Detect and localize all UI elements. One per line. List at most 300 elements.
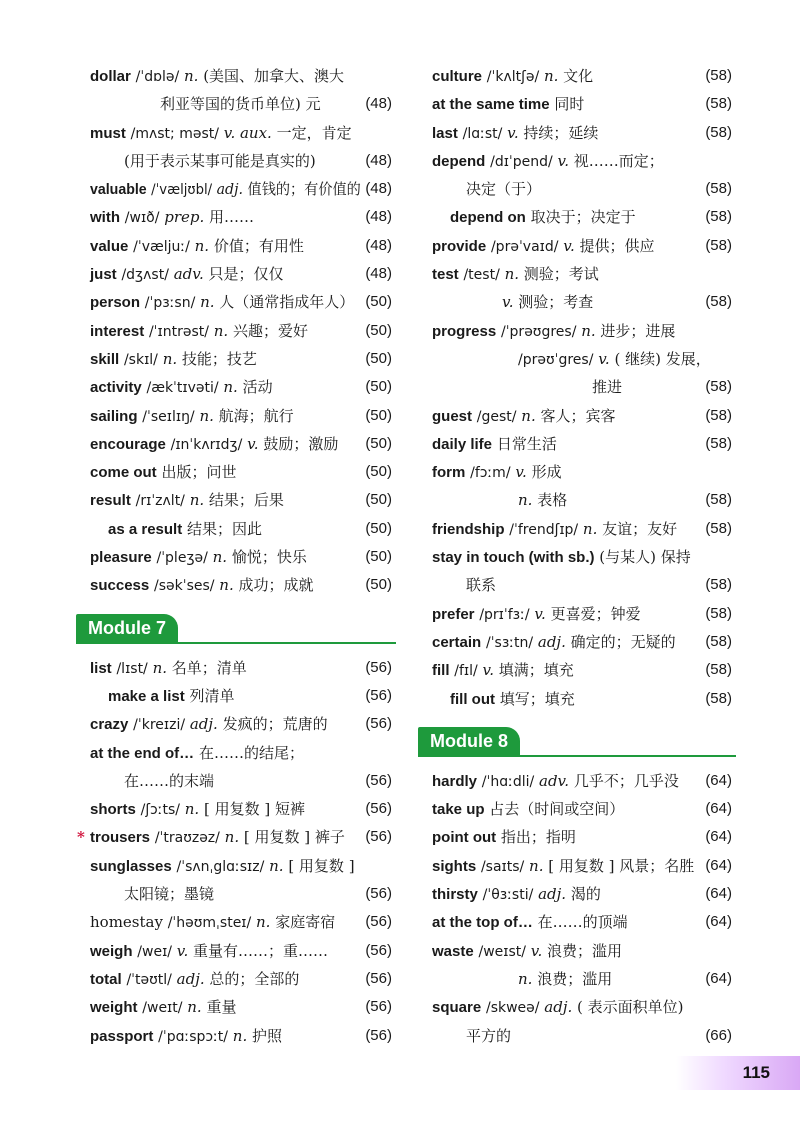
pronunciation: /dɪˈpend/ [490,153,553,170]
headword: sunglasses [90,857,172,875]
headword: result [90,492,131,510]
part-of-speech: n. [223,378,238,397]
page-reference: (58) [705,491,732,509]
headword: progress [432,322,497,340]
part-of-speech: n. [212,548,228,567]
vocab-line [432,795,732,823]
page-reference: (56) [365,686,392,704]
headword: encourage [90,435,166,453]
headword: guest [432,407,473,425]
vocab-text [90,852,355,881]
headword: interest [90,322,145,340]
page-reference: (64) [705,800,732,818]
part-of-speech: adj. [176,969,205,988]
page-reference: (58) [705,236,732,254]
vocab-line [432,823,732,851]
page-reference: (56) [365,885,392,903]
page-reference: (50) [365,548,392,566]
headword: with [90,209,120,227]
definition: 在……的顶端 [537,913,628,932]
part-of-speech: v. [557,151,570,170]
headword: depend [432,152,486,170]
left-column [77,62,392,1050]
pronunciation: /dʒʌst/ [121,267,169,284]
pronunciation: /səkˈses/ [154,578,215,595]
vocab-line [90,458,392,486]
vocab-line [90,710,392,738]
page-reference: (50) [365,378,392,396]
page-reference: (58) [705,180,732,198]
page-reference: (48) [365,151,392,169]
pronunciation: /ˈfrendʃɪp/ [509,521,579,538]
vocab-line [432,767,732,795]
page-reference: (50) [365,434,392,452]
pronunciation: /ˈkreɪzi/ [133,717,186,734]
pronunciation: /ˈpɑːspɔːt/ [158,1028,228,1045]
headword: culture [432,68,483,85]
part-of-speech: n. [529,856,544,875]
vocab-line [77,823,392,851]
vocab-line [90,175,392,203]
definition: ( 继续) 发展， [614,349,711,368]
vocab-line [432,430,732,458]
pronunciation: /test/ [463,267,500,284]
headword: daily life [432,435,493,453]
headword: sights [432,857,477,875]
page-reference: (56) [365,715,392,733]
headword: person [90,294,141,312]
definition: 出版；问世 [161,463,237,482]
vocab-text [432,458,562,487]
pronunciation: /lɪst/ [116,660,148,677]
vocab-line [432,965,732,993]
definition: 在……的结尾； [198,743,304,762]
vocab-text [432,795,624,824]
headword: dollar [90,68,131,85]
definition: (与某人) 保持 [599,548,691,567]
part-of-speech: adj. [544,998,573,1017]
page-reference: (58) [705,378,732,396]
page-reference: (50) [365,293,392,311]
page-reference: (56) [365,800,392,818]
definition: 家庭寄宿 [275,913,336,932]
part-of-speech: n. [199,406,214,425]
headword: make a list [108,687,185,705]
vocab-text [432,852,694,881]
pronunciation: /skweə/ [485,1000,540,1017]
vocab-line [432,571,732,599]
vocab-text [90,430,338,459]
page-reference: (48) [365,265,392,283]
pronunciation: /ˈvæljuː/ [133,238,190,255]
pronunciation: /ˈhəʊmˌsteɪ/ [167,915,252,932]
vocab-line [90,430,392,458]
vocab-line [432,486,732,514]
page-reference: (58) [705,208,732,226]
part-of-speech: n. [200,293,215,312]
page-reference: (64) [705,913,732,931]
page-reference: (50) [365,321,392,339]
vocab-text [432,288,593,316]
page-reference: (56) [365,998,392,1016]
vocab-line [432,288,732,316]
page-reference: (64) [705,885,732,903]
vocab-text [432,628,676,657]
definition: 值钱的；有价值的 [247,180,361,199]
part-of-speech: n. [184,800,200,819]
page-reference: (48) [365,236,392,254]
part-of-speech: n. [219,576,234,595]
headword: weight [90,999,138,1017]
headword: fill out [450,690,495,708]
vocab-text [432,402,616,431]
page-reference: (48) [365,208,392,226]
definition: 占去（时间或空间） [489,800,625,819]
vocab-line [432,203,732,231]
page-reference: (56) [365,969,392,987]
vocab-line [90,1022,392,1050]
vocab-text [432,486,567,514]
vocab-line [432,260,732,288]
definition: [ 用复数 ] 裤子 [243,828,345,847]
vocab-line [90,993,392,1021]
vocab-line [90,515,392,543]
pronunciation: /ˈhɑːdli/ [481,773,535,790]
vocab-line [432,373,732,401]
definition: 日常生活 [496,434,557,453]
definition: 活动 [242,378,273,397]
vocab-line [90,543,392,571]
headword: total [90,970,122,988]
vocab-text [90,203,254,232]
vocab-text [432,571,496,599]
definition: 发疯的；荒唐的 [222,715,328,734]
vocab-line [432,515,732,543]
page-reference: (50) [365,349,392,367]
definition: 形成 [531,463,562,482]
vocab-text [432,62,593,91]
headword: take up [432,801,485,819]
part-of-speech: n. [152,658,167,677]
page-reference: (50) [365,463,392,481]
pronunciation: /ʃɔːts/ [140,802,180,819]
definition: 愉悦；快乐 [231,548,307,567]
pronunciation: /ˈθɜːsti/ [482,887,534,904]
vocab-text [432,515,677,544]
page-reference: (56) [365,913,392,931]
vocab-line [432,993,732,1021]
definition: 决定（于） [466,180,542,199]
part-of-speech: n. [582,519,598,538]
headword: sailing [90,407,138,425]
headword: success [90,577,150,595]
headword: at the end of… [90,744,195,762]
pronunciation: /lɑːst/ [462,125,503,142]
part-of-speech: v. [176,941,189,960]
vocab-line [432,685,732,713]
part-of-speech: n. [256,913,271,932]
right-column [432,62,732,1050]
definition: 表格 [537,491,568,510]
page-number: 115 [742,1063,770,1082]
definition: 填满；填充 [498,661,574,680]
vocab-line [432,317,732,345]
vocab-text [90,317,308,346]
vocab-line [90,373,392,401]
vocab-text [432,119,598,148]
vocab-text [432,373,622,401]
definition: 航海；航行 [218,406,294,425]
part-of-speech: n. [183,67,199,85]
page-reference: (50) [365,519,392,537]
part-of-speech: v. [534,604,546,623]
definition: 文化 [563,67,594,85]
headword: shorts [90,801,136,819]
pronunciation: /ˈsɜːtn/ [485,634,534,651]
vocab-line [90,90,392,118]
vocab-line [90,260,392,288]
vocab-text [432,317,675,346]
vocab-line [432,62,732,90]
part-of-speech: n. [213,321,229,340]
module-title: Module 8 [418,727,520,755]
part-of-speech: adj. [537,632,566,651]
vocab-line [90,852,392,880]
definition: 更喜爱；钟爱 [550,604,641,623]
vocab-text [432,937,622,966]
definition: 同时 [554,95,585,114]
pronunciation: /weɪst/ [478,943,526,960]
headword: friendship [432,520,505,538]
pronunciation: /ˈprəʊgres/ [500,323,577,340]
definition: 利亚等国的货币单位) 元 [160,95,321,114]
module-title: Module 7 [76,614,178,642]
vocab-line [432,656,732,684]
pronunciation: /ˈvæljʊbl/ [151,182,213,199]
vocab-text [432,203,636,232]
page-reference: (64) [705,969,732,987]
module-rule [76,642,396,644]
part-of-speech: prep. [164,208,205,227]
page-reference: (58) [705,689,732,707]
definition: 几乎不；几乎没 [573,771,679,790]
vocab-text [432,543,691,572]
page-reference: (64) [705,856,732,874]
vocab-text [90,710,328,739]
part-of-speech: v. [502,293,514,312]
vocab-text [90,260,284,289]
part-of-speech: v. [507,123,519,142]
definition: [ 用复数 ] [288,856,355,875]
vocab-line [90,571,392,599]
definition: 技能；技艺 [181,349,257,368]
headword: waste [432,942,474,960]
page-reference: (58) [705,95,732,113]
definition: 浪费；滥用 [537,969,613,988]
page-reference: (66) [705,1026,732,1044]
headword: thirsty [432,886,478,904]
definition: 指出；指明 [500,828,576,847]
pronunciation: /weɪ/ [137,943,172,960]
definition: 在……的末端 [124,771,215,790]
page-reference: (64) [705,828,732,846]
vocab-line [90,203,392,231]
part-of-speech: n. [189,491,205,510]
module-header [76,614,392,644]
part-of-speech: adv. [539,771,570,790]
pronunciation: /ˈseɪlɪŋ/ [142,408,195,425]
vocab-text [90,823,345,852]
page-reference: (58) [705,293,732,311]
headword: homestay [90,913,163,932]
vocab-text [90,402,294,431]
vocab-text [90,90,321,118]
definition: 重量 [206,998,237,1017]
page-reference: (58) [705,604,732,622]
vocab-line [90,880,392,908]
pronunciation: /ˈsʌnˌglɑːsɪz/ [176,858,265,875]
vocab-line [432,147,732,175]
vocab-line [432,119,732,147]
pronunciation: /fɪl/ [454,663,478,680]
vocab-text [90,458,236,487]
module-rule [418,755,736,757]
definition: 测验；考试 [523,265,599,284]
vocab-text [90,543,307,572]
headword: as a result [108,520,183,538]
definition: 名单；清单 [171,658,247,677]
definition: [ 用复数 ] 风景；名胜 [548,856,695,875]
definition: 进步；进展 [600,321,676,340]
pronunciation: /fɔːm/ [470,465,511,482]
vocab-text [90,288,354,317]
page-reference: (58) [705,406,732,424]
pronunciation: /ˈkʌltʃə/ [486,69,540,85]
headword: certain [432,633,482,651]
definition: 视……而定； [573,151,664,170]
vocab-line [90,908,392,936]
headword: hardly [432,772,478,790]
pronunciation: /mʌst; məst/ [130,125,219,142]
vocab-line [90,682,392,710]
definition: 平方的 [466,1026,512,1045]
definition: 重量有……；重…… [193,941,329,960]
vocab-text [90,739,304,768]
vocab-text [432,232,655,261]
pronunciation: /prɪˈfɜː/ [479,606,530,623]
vocab-line [432,1022,732,1050]
vocab-text [432,823,576,852]
part-of-speech: n. [162,349,178,368]
definition: 渴的 [570,885,601,904]
pronunciation: /wɪð/ [124,210,160,227]
vocab-text [90,795,305,824]
page-reference: (56) [365,828,392,846]
headword: weigh [90,942,133,960]
definition: (用于表示某事可能是真实的) [124,151,316,170]
definition: 测验；考查 [518,293,594,312]
vocab-text [432,965,612,993]
headword: point out [432,829,497,847]
headword: value [90,237,129,255]
part-of-speech: v. [247,434,259,453]
definition: 推进 [592,378,623,397]
vocab-line [432,345,732,373]
part-of-speech: adj. [538,885,567,904]
part-of-speech: n. [194,236,210,255]
vocab-text [90,965,299,994]
vocab-line [90,119,392,147]
definition: 太阳镜；墨镜 [124,885,215,904]
part-of-speech: v. [482,661,494,680]
vocab-text [90,654,247,683]
definition: 浪费；滥用 [547,941,623,960]
vocab-line [90,767,392,795]
vocab-line [90,62,392,90]
vocab-text [432,767,679,796]
vocab-line [90,147,392,175]
headword: crazy [90,716,129,734]
definition: 用…… [209,208,255,227]
page-reference: (64) [705,771,732,789]
page-reference: (58) [705,434,732,452]
vocab-text [90,908,335,937]
vocab-text [90,767,214,795]
part-of-speech: adj. [189,715,218,734]
headword: square [432,999,482,1017]
headword: valuable [90,181,147,199]
vocab-text [90,62,344,91]
definition: 取决于；决定于 [530,208,636,227]
pronunciation: /ækˈtɪvəti/ [146,380,219,397]
vocab-line [432,402,732,430]
definition: ( 表示面积单位) [577,998,684,1017]
headword: provide [432,237,487,255]
page-reference: (50) [365,576,392,594]
part-of-speech: n. [232,1026,248,1045]
definition: [ 用复数 ] 短裤 [203,800,305,819]
definition: 一定，肯定 [276,123,352,142]
pronunciation: /ˈdɒlə/ [135,69,180,85]
pronunciation: /rɪˈzʌlt/ [135,493,185,510]
part-of-speech: v. [598,349,610,368]
page-reference: (58) [705,67,732,84]
part-of-speech: adv. [173,265,204,284]
part-of-speech: n. [581,321,596,340]
vocab-text [432,260,599,289]
definition: 鼓励；激励 [263,434,339,453]
vocab-text [432,175,541,203]
vocab-line [432,90,732,118]
page-reference: (48) [365,180,392,198]
headword: prefer [432,605,475,623]
vocab-text [432,430,557,459]
vocab-text [432,1022,511,1050]
headword: at the same time [432,96,550,114]
vocab-text [90,486,284,515]
pronunciation: /prəˈvaɪd/ [490,238,559,255]
vocab-text [432,685,575,714]
definition: 价值；有用性 [213,236,304,255]
vocab-line [90,402,392,430]
headword: come out [90,464,157,482]
vocab-text [432,656,574,685]
page-reference: (56) [365,771,392,789]
headword: form [432,464,466,482]
vocab-text [90,147,316,175]
vocab-line [90,739,392,767]
vocab-line [90,317,392,345]
